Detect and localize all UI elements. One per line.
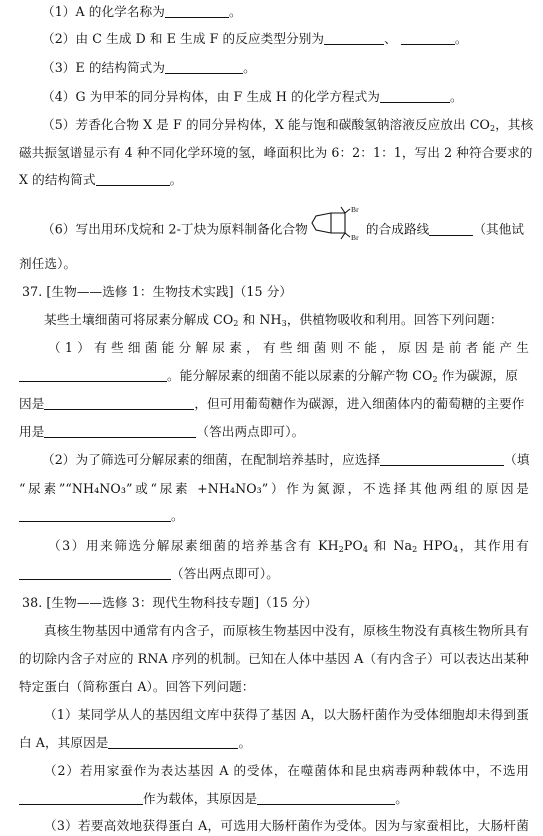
q36-item-5-line1: （5）芳香化合物 X 是 F 的同分异构体，X 能与饱和碳酸氢钠溶液反应放出 $CO_2$，其核 [42, 117, 534, 133]
q36-item-1-text: （1）A 的化学名称为 [42, 4, 165, 19]
answer-blank[interactable] [108, 736, 238, 749]
q38-item-1-line2: 白 A，其原因是 。 [19, 735, 252, 750]
q37-item-2-line2: “尿素”“NH₄NO₃”或“尿素 +NH₄NO₃”）作为氮源，不选择其他两组的原因是 [19, 481, 529, 496]
answer-blank[interactable] [19, 567, 171, 580]
answer-blank[interactable] [44, 397, 194, 410]
answer-blank[interactable] [165, 5, 229, 18]
q37-item-1-line2: 。能分解尿素的细菌不能以尿素的分解产物 $CO_2$ 作为碳源，原 [0, 368, 543, 384]
bicyclic-dibromo-compound-structure [309, 205, 365, 255]
answer-blank[interactable] [19, 369, 167, 382]
q36-item-5-line3: X 的结构简式 。 [19, 172, 183, 187]
answer-blank[interactable] [44, 425, 196, 438]
q37-intro: 某些土壤细菌可将尿素分解成 $CO_2$ 和 $NH_3$，供植物吸收和利用。回答下列问题： [44, 312, 503, 328]
q38-item-3-line1: （3）若要高效地获得蛋白 A，可选用大肠杆菌作为受体。因为与家蚕相比，大肠杆菌 [44, 818, 529, 833]
q38-item-1-line1: （1）某同学从人的基因组文库中获得了基因 A，以大肠杆菌作为受体细胞却未得到蛋 [44, 707, 529, 722]
q38-item-2-line1: （2）若用家蚕作为表达基因 A 的受体，在噬菌体和昆虫病毒两种载体中，不选用 [44, 763, 529, 778]
answer-blank[interactable] [380, 453, 504, 466]
q36-item-4-text: （4）G 为甲苯的同分异构体，由 F 生成 H 的化学方程式为 [42, 89, 380, 104]
q37-header: 37. [生物——选修 1：生物技术实践]（15 分） [22, 284, 293, 299]
q36-item-3: （3）E 的结构简式为 。 [42, 60, 256, 75]
answer-blank[interactable] [96, 173, 170, 186]
q36-item-3-text: （3）E 的结构简式为 [42, 60, 166, 75]
q36-item-6-line2: 剂任选）。 [19, 256, 77, 271]
answer-blank[interactable] [257, 792, 395, 805]
q38-intro-line2: 的切除内含子对应的 RNA 序列的机制。已知在人体中基因 A（有内含子）可以表达出某种 [19, 651, 529, 666]
q37-item-2-line1: （2）为了筛选可分解尿素的细菌，在配制培养基时，应选择 （填 [42, 452, 530, 467]
answer-blank[interactable] [401, 32, 455, 45]
q38-intro-line3: 特定蛋白（简称蛋白 A）。回答下列问题： [19, 679, 255, 694]
answer-blank[interactable] [380, 90, 450, 103]
q37-item-2-line3: 。 [0, 508, 543, 524]
answer-blank[interactable] [19, 509, 171, 522]
q36-item-2-text: （2）由 C 生成 D 和 E 生成 F 的反应类型分别为 [42, 31, 325, 46]
q37-item-3-line1: （3）用来筛选分解尿素细菌的培养基含有 $KH_2PO_4$ 和 $Na_2$ $HPO_4$，其作用有 [48, 538, 529, 554]
q36-item-1: （1）A 的化学名称为 。 [42, 4, 242, 19]
q37-item-1-line3: 因是 ，但可用葡萄糖作为碳源，进入细菌体内的葡萄糖的主要作 [19, 396, 525, 411]
q36-item-6-line1: （6）写出用环戊烷和 2-丁炔为原料制备化合物 Br Br 的合成路线 （其他试 [0, 205, 543, 241]
q38-item-2-line2: 作为载体，其原因是 。 [0, 791, 543, 807]
answer-blank[interactable] [165, 61, 243, 74]
answer-blank[interactable] [19, 792, 143, 805]
q36-item-4: （4）G 为甲苯的同分异构体，由 F 生成 H 的化学方程式为 。 [42, 89, 463, 104]
br-label-bottom: Br [350, 233, 359, 241]
answer-blank[interactable] [324, 32, 384, 45]
br-label-top: Br [350, 205, 359, 214]
q37-item-1-line1: （1）有些细菌能分解尿素，有些细菌则不能，原因是前者能产生 [48, 340, 529, 355]
q36-item-2: （2）由 C 生成 D 和 E 生成 F 的反应类型分别为 、 。 [42, 31, 468, 46]
q38-header: 38. [生物——选修 3：现代生物科技专题]（15 分） [22, 595, 318, 610]
q36-item-5-line2: 磁共振氢谱显示有 4 种不同化学环境的氢，峰面积比为 6：2：1：1，写出 2 种符合要求的 [19, 145, 533, 160]
q37-item-1-line4: 用是 （答出两点即可）。 [19, 424, 305, 439]
answer-blank[interactable] [429, 223, 473, 236]
q38-intro-line1: 真核生物基因中通常有内含子，而原核生物基因中没有，原核生物没有真核生物所具有 [44, 623, 529, 638]
q37-item-3-line2: （答出两点即可）。 [0, 566, 543, 582]
